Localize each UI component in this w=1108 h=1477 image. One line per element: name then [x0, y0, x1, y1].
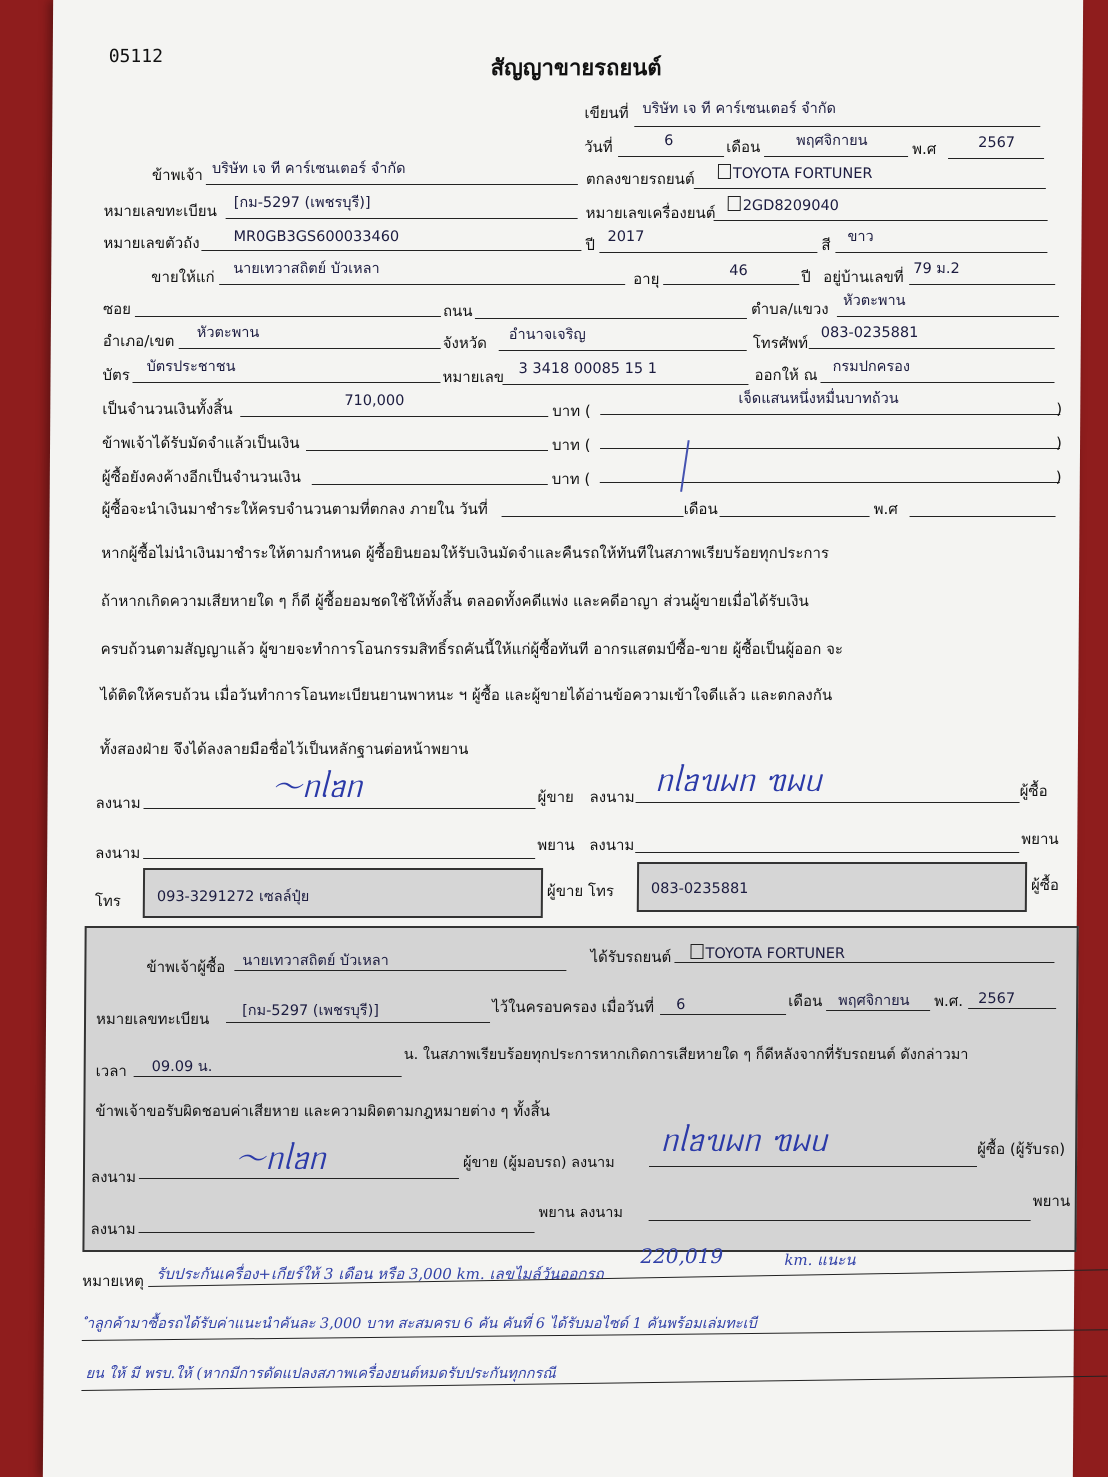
due-year-line: [910, 516, 1056, 517]
receipt-buyer-role-label: ผู้ซื้อ (ผู้รับรถ): [977, 1140, 1066, 1158]
receipt-month: พฤศจิกายน: [838, 993, 910, 1009]
phone-line: [809, 348, 1055, 349]
receipt-witness1-sign-label: ลงนาม: [90, 1220, 136, 1238]
contract-paper: [43, 0, 1083, 1477]
deposit-baht-label: บาท (: [551, 436, 591, 454]
deposit-close-paren: ): [1056, 434, 1062, 452]
sell-to-label: ขายให้แก่: [151, 268, 215, 286]
receipt-plate-line: [226, 1022, 490, 1023]
receipt-witness2-role-label: พยาน: [1032, 1192, 1071, 1210]
receipt-day-line: [660, 1014, 786, 1015]
remarks-line-3: ยน ให้ มี พรบ.ให้ (หากมีการดัดแปลงสภาพเครื่องยนต์หมดรับประกันทุกกรณี: [85, 1366, 556, 1382]
color-value: ขาว: [847, 229, 874, 245]
document-title: สัญญาขายรถยนต์: [490, 56, 662, 81]
soi-line: [135, 316, 441, 317]
receipt-time-line: [134, 1076, 402, 1077]
receipt-time: 09.09 น.: [151, 1059, 213, 1075]
remain-words-line: [600, 482, 1060, 483]
plate-label: หมายเลขทะเบียน: [103, 202, 217, 220]
seller-name-line: [206, 184, 578, 185]
seller-phone-label: โทร: [94, 892, 121, 910]
engine-text: 2GD8209040: [742, 198, 839, 214]
issued-label: ออกให้ ณ: [754, 366, 818, 384]
witness2-role-label: พยาน: [1021, 830, 1059, 848]
plate-value: [กม-5297 (เพชรบุรี)]: [233, 195, 371, 211]
card-line: [132, 382, 440, 383]
color-line: [835, 252, 1047, 253]
total-baht-label: บาท (: [552, 402, 591, 420]
remain-line: [312, 484, 548, 485]
receipt-buyer-label: ข้าพเจ้าผู้ซื้อ: [146, 958, 226, 976]
receipt-month-line: [826, 1010, 930, 1011]
age-value: 46: [729, 263, 748, 279]
seller-phone-role-label: ผู้ขาย โทร: [546, 882, 615, 900]
due-month-label: เดือน: [683, 500, 718, 518]
written-at-label: เขียนที่: [584, 104, 629, 122]
engine-line: [714, 220, 1048, 221]
color-label: สี: [821, 236, 831, 254]
car-model-line: [694, 188, 1046, 189]
id-line: [502, 384, 748, 385]
receipt-plate-label: หมายเลขทะเบียน: [95, 1010, 210, 1028]
date-month: พฤศจิกายน: [796, 133, 868, 149]
deposit-line: [306, 450, 548, 451]
seller-sign-label: ลงนาม: [95, 794, 141, 812]
terms-line-2: ถ้าหากเกิดความเสียหายใด ๆ ก็ดี ผู้ซื้อยอมชดใช้ให้ทั้งสิ้น ตลอดทั้งคดีแพ่ง และคดีอาญา ส่วนผู้ขายเมื่อได้รับเงิน: [100, 592, 809, 610]
card-value: บัตรประชาชน: [146, 359, 236, 375]
seller-sign-line: [144, 808, 536, 809]
written-at-line: [634, 126, 1040, 127]
chassis-label: หมายเลขตัวถัง: [103, 234, 200, 252]
receipt-seller-sign-line: [139, 1178, 459, 1179]
subdistrict-value: หัวตะพาน: [842, 293, 906, 309]
written-at-value: บริษัท เจ ที คาร์เซนเตอร์ จำกัด: [642, 101, 837, 117]
car-year-value: 2017: [607, 229, 645, 245]
receipt-year-label: พ.ศ.: [934, 992, 964, 1010]
road-line: [475, 318, 747, 319]
district-value: หัวตะพาน: [196, 325, 260, 341]
buyer-phone-role-label: ผู้ซื้อ: [1030, 876, 1060, 894]
buyer-sign-line: [636, 802, 1020, 803]
seller-phone-value: 093-3291272 เซลล์ปุ๋ย: [156, 889, 310, 905]
total-line: [240, 416, 548, 417]
receipt-buyer-sign-line: [649, 1166, 977, 1167]
receipt-received-label: ได้รับรถยนต์: [590, 948, 672, 966]
receipt-condition-text: น. ในสภาพเรียบร้อยทุกประการหากเกิดการเสียหายใด ๆ ก็ดีหลังจากที่รับรถยนต์ ดังกล่าวมา: [403, 1047, 969, 1063]
issued-value: กรมปกครอง: [832, 359, 911, 375]
age-line: [663, 284, 799, 285]
receipt-car-text: TOYOTA FORTUNER: [705, 946, 846, 962]
receipt-witness1-line: [139, 1232, 535, 1233]
house-value: 79 ม.2: [913, 261, 960, 277]
date-label: วันที่: [584, 138, 613, 156]
total-value: 710,000: [344, 393, 405, 409]
engine-value: [728, 196, 839, 214]
issued-line: [820, 382, 1054, 383]
receipt-witness-mid-label: พยาน ลงนาม: [538, 1205, 624, 1221]
remarks-line-1-suffix: km. แนะน: [784, 1251, 856, 1269]
total-close-paren: ): [1056, 400, 1063, 418]
receipt-year: 2567: [978, 991, 1016, 1007]
house-label: อยู่บ้านเลขที่: [823, 268, 904, 286]
witness2-sign-label: ลงนาม: [589, 836, 635, 854]
deposit-label: ข้าพเจ้าได้รับมัดจำแล้วเป็นเงิน: [102, 434, 300, 452]
receipt-section: [82, 926, 1078, 1252]
checkbox-icon: [690, 944, 703, 959]
receipt-seller-sign-label: ลงนาม: [90, 1168, 137, 1186]
remain-baht-label: บาท (: [551, 470, 591, 488]
id-value: 3 3418 00085 15 1: [518, 361, 658, 377]
receipt-seller-role-label: ผู้ขาย (ผู้มอบรถ) ลงนาม: [462, 1155, 615, 1171]
car-year-line: [599, 252, 817, 253]
province-line: [499, 350, 747, 351]
receipt-year-line: [968, 1008, 1056, 1009]
engine-label: หมายเลขเครื่องยนต์: [585, 204, 716, 222]
remain-label: ผู้ซื้อยังคงค้างอีกเป็นจำนวนเงิน: [101, 468, 301, 486]
age-label: อายุ: [633, 270, 660, 288]
road-label: ถนน: [442, 302, 473, 320]
receipt-liability-text: ข้าพเจ้าขอรับผิดชอบค่าเสียหาย และความผิดตามกฎหมายต่าง ๆ ทั้งสิ้น: [95, 1102, 550, 1120]
month-label: เดือน: [726, 138, 761, 156]
buyer-name-line: [219, 284, 625, 285]
receipt-car-line: [674, 962, 1054, 963]
date-day-line: [618, 156, 724, 157]
soi-label: ซอย: [102, 300, 132, 318]
receipt-witness2-line: [649, 1220, 1031, 1221]
receipt-car: [690, 944, 845, 962]
terms-line-1: หากผู้ซื้อไม่นำเงินมาชำระให้ตามกำหนด ผู้ซื้อยินยอมให้รับเงินมัดจำและคืนรถให้ทันทีในสภาพเรียบร้อยทุกประการ: [101, 544, 830, 562]
date-month-line: [764, 156, 908, 157]
terms-line-4: ได้ติดให้ครบถ้วน เมื่อวันทำการโอนทะเบียนยานพาหนะ ฯ ผู้ซื้อ และผู้ขายได้อ่านข้อความเข้าใจดีแล้ว และตกลงกัน: [100, 686, 833, 704]
age-unit: ปี: [801, 268, 811, 286]
remarks-line-2: ำลูกค้ามาซื้อรถได้รับค่าแนะนำคันละ 3,000 บาท สะสมครบ 6 คัน คันที่ 6 ได้รับมอไซด์ 1 คันพร้อมเล่มทะเบี: [85, 1316, 757, 1332]
buyer-sign-label: ลงนาม: [589, 788, 635, 806]
agree-sell-label: ตกลงขายรถยนต์: [585, 170, 695, 188]
id-label: หมายเลข: [442, 368, 505, 386]
date-year: 2567: [978, 135, 1016, 151]
due-year-label: พ.ศ: [873, 500, 898, 518]
checkbox-icon: [718, 164, 731, 179]
year-label: พ.ศ: [912, 140, 937, 158]
plate-line: [226, 218, 578, 219]
deposit-words-line: [600, 448, 1060, 449]
seller-label: ข้าพเจ้า: [151, 166, 203, 184]
province-label: จังหวัด: [442, 334, 487, 352]
car-model-text: TOYOTA FORTUNER: [732, 166, 873, 182]
due-label: ผู้ซื้อจะนำเงินมาชำระให้ครบจำนวนตามที่ตกลง ภายใน วันที่: [101, 500, 488, 518]
buyer-name: นายเทวาสถิตย์ บัวเหลา: [233, 261, 380, 277]
checkbox-icon: [728, 196, 741, 211]
witness2-sign-line: [635, 852, 1019, 853]
seller-role-label: ผู้ขาย: [537, 788, 574, 806]
seller-signature: 〜ᥒᥣᥑᥒ: [271, 770, 363, 805]
receipt-seller-signature: 〜ᥒᥣᥑᥒ: [234, 1142, 327, 1177]
subdistrict-line: [837, 316, 1059, 317]
car-year-label: ปี: [585, 236, 596, 254]
chassis-line: [201, 250, 581, 251]
buyer-signature: ᥒᥣᥑᥔᥕᥒ ᥓᥕᥙ: [655, 764, 823, 799]
total-words-line: [600, 414, 1060, 415]
card-label: บัตร: [102, 366, 130, 384]
date-year-line: [948, 158, 1044, 159]
phone-label: โทรศัพท์: [752, 334, 809, 352]
date-day: 6: [664, 133, 674, 149]
witness1-role-label: พยาน: [537, 836, 575, 854]
document-number: 05112: [108, 46, 164, 67]
witness1-sign-line: [143, 858, 535, 859]
buyer-role-label: ผู้ซื้อ: [1019, 782, 1048, 800]
receipt-month-label: เดือน: [788, 992, 823, 1010]
total-words: เจ็ดแสนหนึ่งหมื่นบาทถ้วน: [738, 391, 899, 407]
remarks-label: หมายเหตุ: [82, 1272, 145, 1290]
receipt-day: 6: [676, 997, 686, 1013]
receipt-plate: [กม-5297 (เพชรบุรี)]: [242, 1003, 379, 1019]
chassis-value: MR0GB3GS600033460: [233, 229, 400, 245]
remarks-mileage: 220,019: [640, 1244, 724, 1268]
subdistrict-label: ตำบล/แขวง: [750, 300, 829, 318]
due-month-line: [720, 516, 870, 517]
terms-line-3: ครบถ้วนตามสัญญาแล้ว ผู้ขายจะทำการโอนกรรมสิทธิ์รถคันนี้ให้แก่ผู้ซื้อทันที อากรแสตมป์ซื้อ-ขาย ผู้ซื้อเป็นผู้ออก จะ: [100, 640, 844, 658]
witness1-sign-label: ลงนาม: [95, 844, 141, 862]
receipt-buyer-name: นายเทวาสถิตย์ บัวเหลา: [242, 953, 389, 969]
total-label: เป็นจำนวนเงินทั้งสิ้น: [102, 400, 233, 418]
terms-line-5: ทั้งสองฝ่าย จึงได้ลงลายมือชื่อไว้เป็นหลักฐานต่อหน้าพยาน: [99, 740, 469, 758]
due-day-line: [502, 516, 684, 517]
receipt-possess-label: ไว้ในครอบครอง เมื่อวันที่: [492, 998, 655, 1016]
buyer-phone-box-value: 083-0235881: [650, 881, 749, 897]
receipt-buyer-line: [234, 970, 566, 971]
receipt-buyer-signature: ᥒᥣᥑᥔᥕᥒ ᥓᥕᥙ: [661, 1124, 828, 1159]
seller-name: บริษัท เจ ที คาร์เซนเตอร์ จำกัด: [211, 161, 406, 177]
province-value: อำนาจเจริญ: [508, 327, 586, 343]
receipt-time-label: เวลา: [95, 1062, 127, 1080]
house-line: [909, 284, 1055, 285]
district-line: [179, 348, 441, 349]
remain-close-paren: ): [1055, 468, 1062, 486]
buyer-phone-value: 083-0235881: [820, 325, 919, 341]
car-model: [718, 164, 873, 182]
remarks-line-1: รับประกันเครื่อง+เกียร์ให้ 3 เดือน หรือ 3,000 km. เลขไมล์วันออกรถ: [156, 1265, 604, 1283]
district-label: อำเภอ/เขต: [102, 332, 175, 350]
